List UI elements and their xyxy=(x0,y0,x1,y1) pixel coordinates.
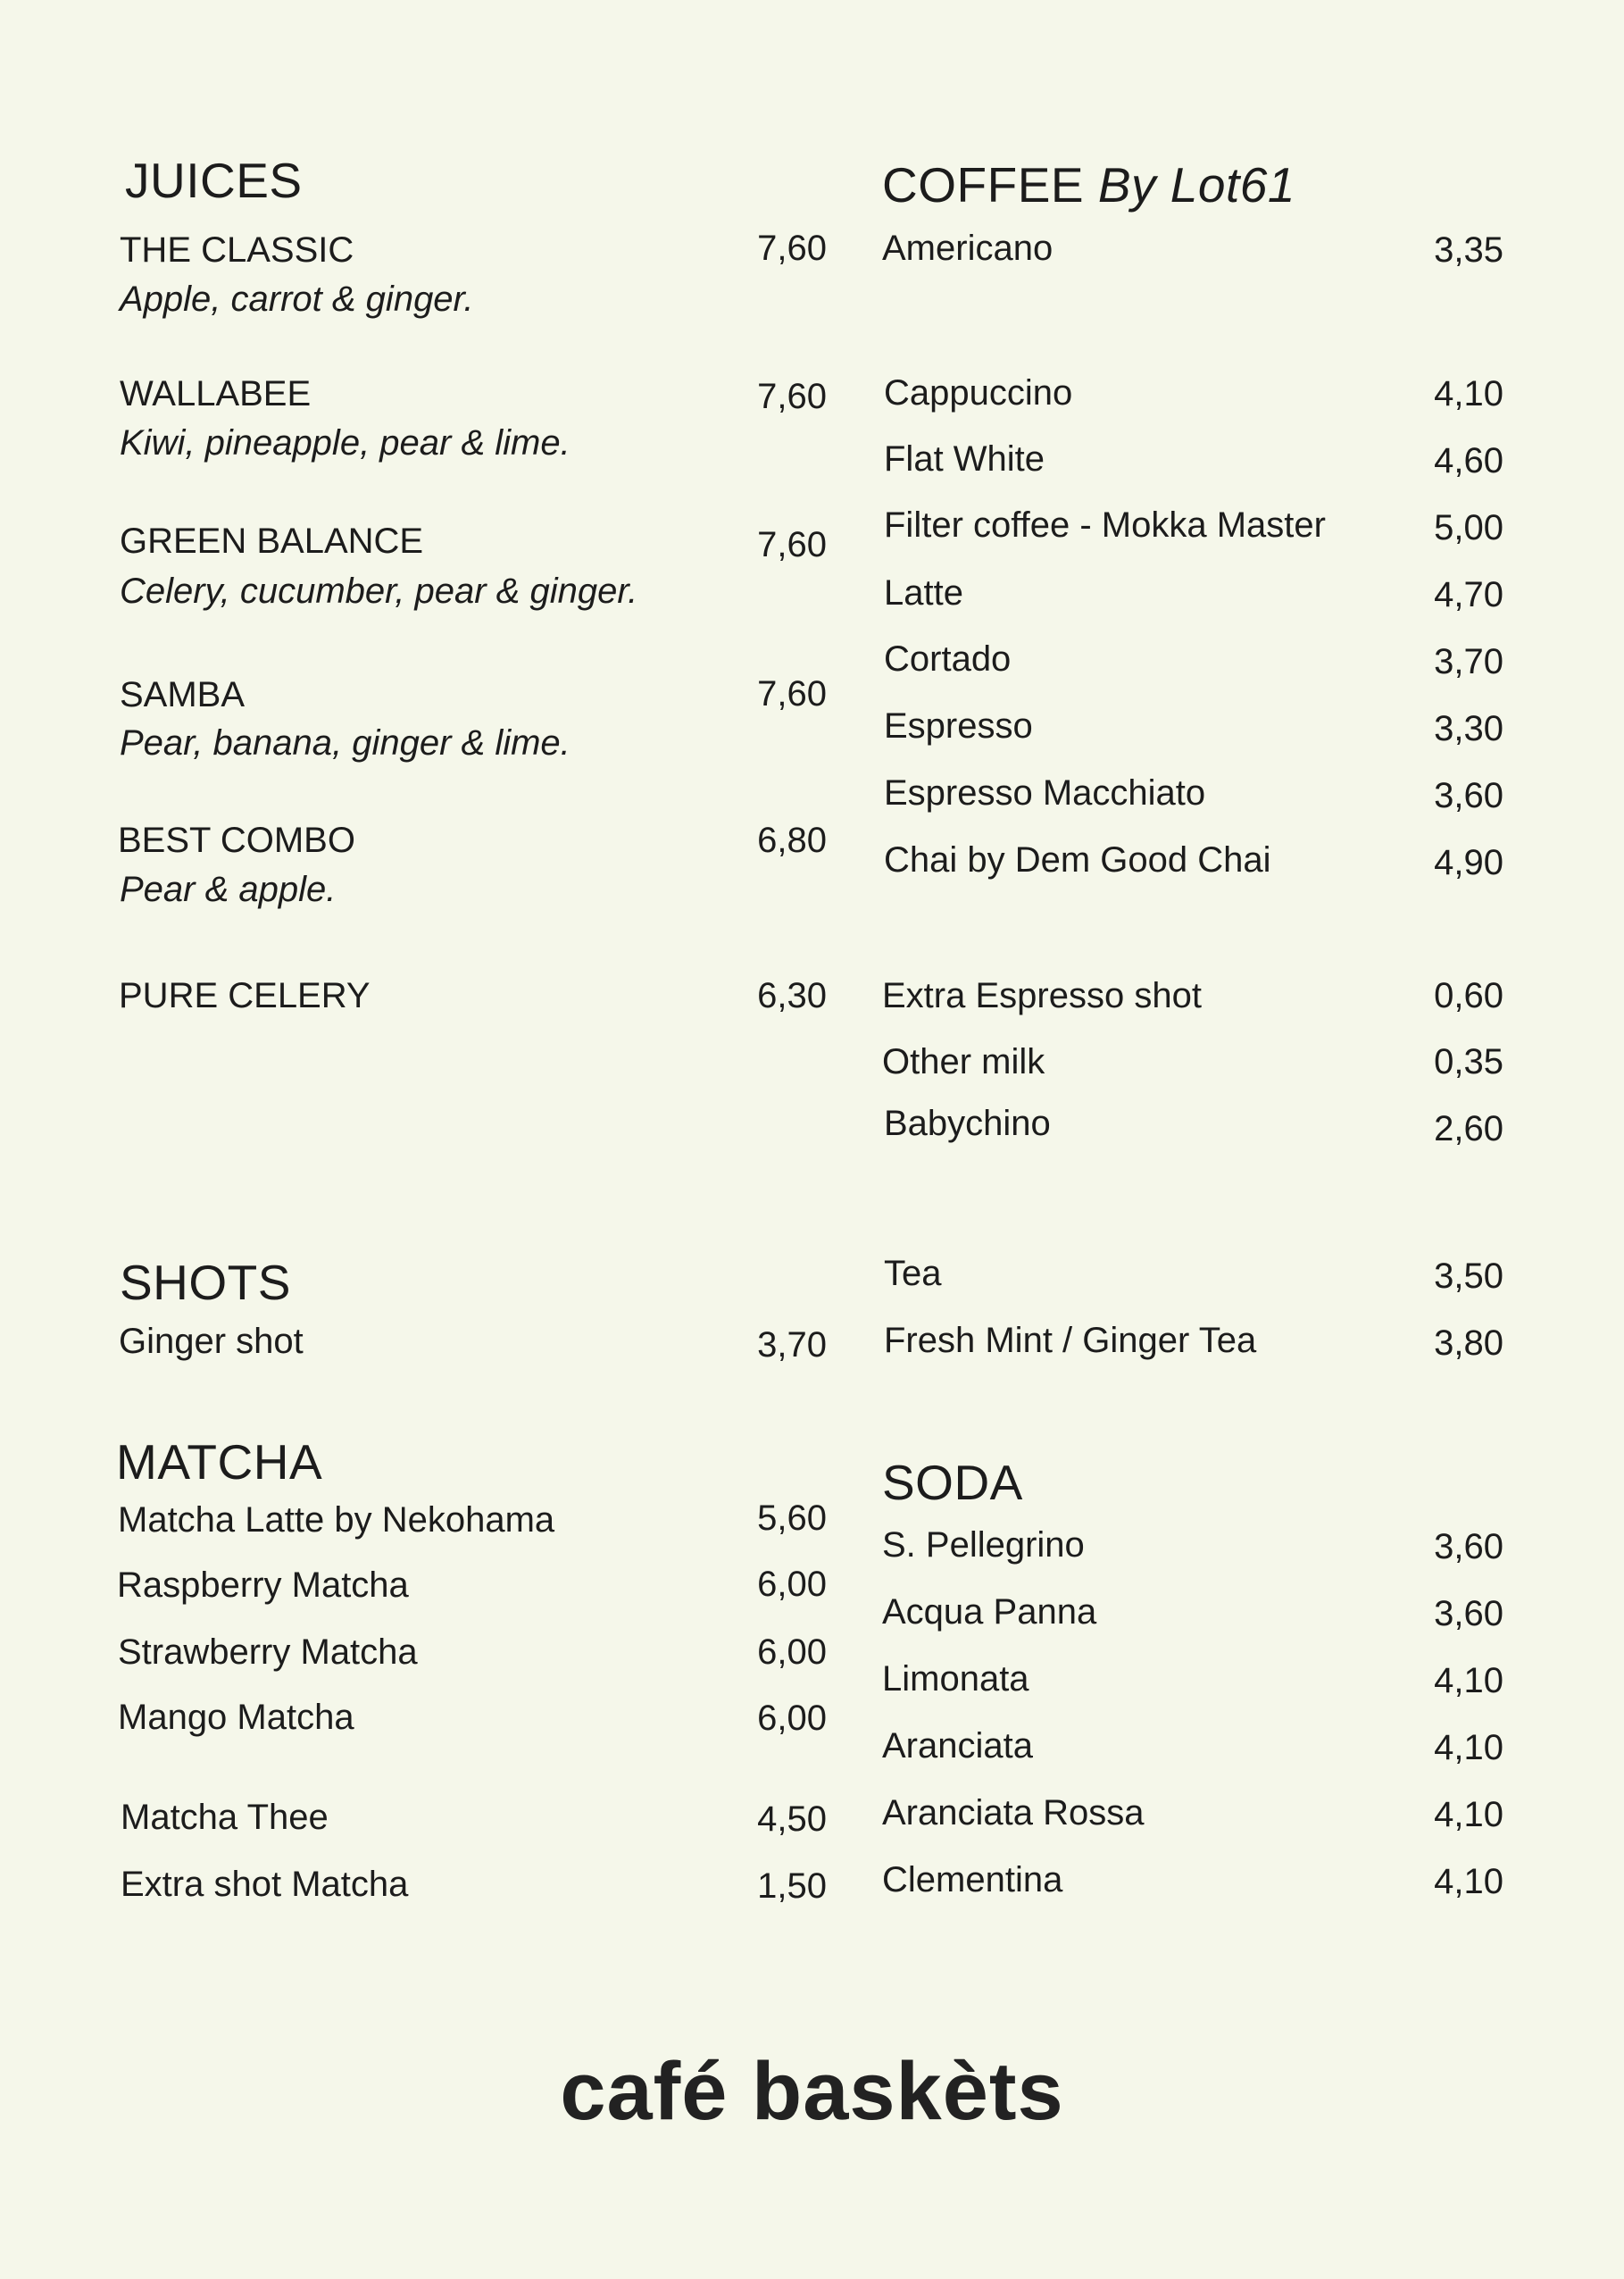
coffee-price: 4,70 xyxy=(1434,575,1503,614)
coffee-price: 0,60 xyxy=(1434,976,1503,1015)
soda-name: S. Pellegrino xyxy=(882,1525,1085,1565)
matcha-name: Strawberry Matcha xyxy=(118,1632,418,1672)
soda-name: Clementina xyxy=(882,1860,1063,1899)
coffee-name: Cappuccino xyxy=(884,373,1073,413)
matcha-name: Raspberry Matcha xyxy=(117,1565,409,1605)
juices-heading: JUICES xyxy=(125,153,303,208)
coffee-name: Flat White xyxy=(884,439,1045,479)
soda-name: Limonata xyxy=(882,1659,1029,1699)
coffee-price: 3,30 xyxy=(1434,709,1503,748)
juice-name: BEST COMBO xyxy=(118,821,355,860)
coffee-price: 3,35 xyxy=(1434,230,1503,270)
coffee-price: 5,00 xyxy=(1434,508,1503,547)
juice-name: THE CLASSIC xyxy=(120,230,354,270)
juice-price: 6,80 xyxy=(757,821,827,860)
coffee-name: Latte xyxy=(884,573,963,613)
soda-name: Aranciata xyxy=(882,1726,1033,1766)
shot-name: Ginger shot xyxy=(119,1322,304,1361)
matcha-price: 6,00 xyxy=(757,1565,827,1604)
coffee-name: Espresso xyxy=(884,706,1033,746)
tea-price: 3,50 xyxy=(1434,1256,1503,1296)
matcha-price: 6,00 xyxy=(757,1699,827,1738)
coffee-name: Other milk xyxy=(882,1042,1045,1081)
coffee-price: 3,70 xyxy=(1434,642,1503,681)
juice-price: 7,60 xyxy=(757,525,827,564)
tea-price: 3,80 xyxy=(1434,1323,1503,1363)
coffee-price: 2,60 xyxy=(1434,1109,1503,1148)
soda-price: 4,10 xyxy=(1434,1795,1503,1834)
juice-name: PURE CELERY xyxy=(119,976,371,1015)
soda-price: 4,10 xyxy=(1434,1661,1503,1700)
soda-heading: SODA xyxy=(882,1455,1023,1510)
coffee-name: Americano xyxy=(882,229,1054,268)
shots-heading: SHOTS xyxy=(120,1255,291,1310)
coffee-price: 4,60 xyxy=(1434,441,1503,480)
soda-name: Aranciata Rossa xyxy=(882,1793,1145,1832)
matcha-heading: MATCHA xyxy=(116,1434,323,1490)
coffee-price: 0,35 xyxy=(1434,1042,1503,1081)
matcha-name: Matcha Thee xyxy=(121,1798,329,1837)
coffee-heading-title: COFFEE xyxy=(882,157,1085,213)
matcha-name: Matcha Latte by Nekohama xyxy=(118,1500,555,1540)
juice-price: 7,60 xyxy=(757,377,827,416)
coffee-price: 3,60 xyxy=(1434,776,1503,815)
juice-name: SAMBA xyxy=(120,675,246,714)
matcha-name: Extra shot Matcha xyxy=(121,1865,409,1904)
soda-name: Acqua Panna xyxy=(882,1592,1097,1632)
juice-description: Pear & apple. xyxy=(120,870,337,909)
coffee-name: Babychino xyxy=(884,1104,1051,1143)
cafe-logo: café baskèts xyxy=(560,2046,1064,2137)
coffee-heading xyxy=(882,156,1295,213)
juice-description: Kiwi, pineapple, pear & lime. xyxy=(120,423,570,463)
tea-name: Fresh Mint / Ginger Tea xyxy=(884,1321,1257,1360)
coffee-name: Chai by Dem Good Chai xyxy=(884,840,1271,880)
juice-description: Celery, cucumber, pear & ginger. xyxy=(120,572,638,611)
shot-price: 3,70 xyxy=(757,1325,827,1365)
matcha-price: 5,60 xyxy=(757,1498,827,1538)
juice-price: 7,60 xyxy=(757,674,827,714)
coffee-heading-subtitle: By Lot61 xyxy=(1097,157,1295,213)
matcha-name: Mango Matcha xyxy=(118,1698,354,1737)
coffee-price: 4,90 xyxy=(1434,843,1503,882)
coffee-name: Espresso Macchiato xyxy=(884,773,1206,813)
matcha-price: 4,50 xyxy=(757,1799,827,1839)
juice-price: 7,60 xyxy=(757,229,827,268)
soda-price: 4,10 xyxy=(1434,1728,1503,1767)
soda-price: 3,60 xyxy=(1434,1527,1503,1566)
soda-price: 4,10 xyxy=(1434,1862,1503,1901)
coffee-name: Extra Espresso shot xyxy=(882,976,1202,1015)
juice-name: GREEN BALANCE xyxy=(120,522,424,561)
juice-description: Apple, carrot & ginger. xyxy=(120,280,474,319)
coffee-price: 4,10 xyxy=(1434,374,1503,413)
juice-price: 6,30 xyxy=(757,976,827,1015)
coffee-name: Cortado xyxy=(884,639,1012,679)
tea-name: Tea xyxy=(884,1254,942,1293)
juice-description: Pear, banana, ginger & lime. xyxy=(120,723,570,763)
matcha-price: 6,00 xyxy=(757,1632,827,1672)
coffee-name: Filter coffee - Mokka Master xyxy=(884,505,1326,545)
soda-price: 3,60 xyxy=(1434,1594,1503,1633)
juice-name: WALLABEE xyxy=(120,374,312,413)
matcha-price: 1,50 xyxy=(757,1866,827,1906)
